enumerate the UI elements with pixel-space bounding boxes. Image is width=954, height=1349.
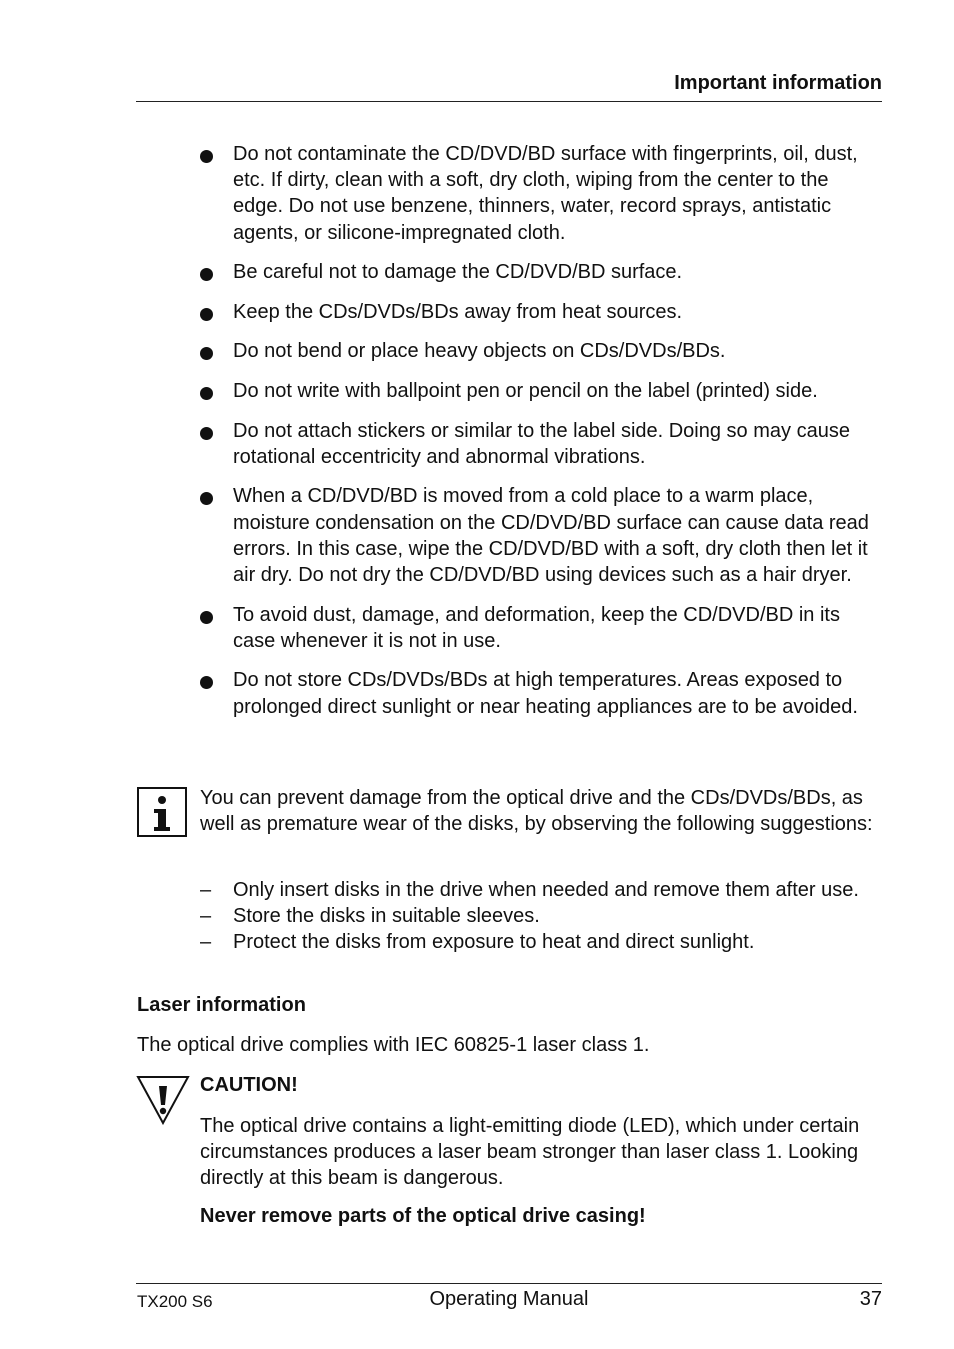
list-item — [200, 299, 882, 325]
list-item-text: Do not write with ballpoint pen or pencil on the label (printed) side. — [233, 379, 818, 402]
bullet-icon — [200, 427, 213, 440]
footer-model: TX200 S6 — [137, 1292, 213, 1311]
dash-marker: – — [200, 931, 212, 954]
caution-paragraph: The optical drive contains a light-emitting diode (LED), which under certain circumstances produces a laser beam stronger than laser class 1. Looking directly at this beam is dangerous. — [200, 1115, 860, 1190]
section-heading: Laser information — [137, 994, 306, 1016]
list-item — [200, 877, 882, 903]
list-item-text: Keep the CDs/DVDs/BDs away from heat sources. — [233, 300, 683, 323]
list-item — [200, 259, 882, 285]
warning-icon — [136, 1075, 190, 1125]
bullet-icon — [200, 308, 213, 321]
page-number: 37 — [859, 1288, 882, 1310]
info-icon — [137, 787, 187, 837]
list-item-text: Store the disks in suitable sleeves. — [233, 905, 540, 928]
list-item-text: Do not bend or place heavy objects on CDs/DVDs/BDs. — [233, 340, 726, 363]
list-item-text: Do not store CDs/DVDs/BDs at high temperatures. Areas exposed to prolonged direct sunlight or near heating appliances are to be avoided. — [233, 669, 858, 718]
bullet-list — [200, 141, 882, 733]
footer-doc-title: Operating Manual — [429, 1288, 589, 1310]
dash-marker: – — [200, 905, 212, 928]
caution-emphasis: Never remove parts of the optical drive casing! — [200, 1205, 646, 1227]
list-item-text: Do not contaminate the CD/DVD/BD surface with fingerprints, oil, dust, etc. If dirty, clean with a soft, dry cloth, wiping from the center to the edge. Do not use benzene, thinners, water, record sprays, antistatic agents, or silicone-impregnated cloth. — [233, 143, 858, 244]
bullet-icon — [200, 676, 213, 689]
bullet-icon — [200, 492, 213, 505]
list-item-text: When a CD/DVD/BD is moved from a cold place to a warm place, moisture condensation on the CD/DVD/BD surface can cause data read errors. In this case, wipe the CD/DVD/BD with a soft, dry cloth then let it air dry. Do not dry the CD/DVD/BD using devices such as a hair dryer. — [233, 485, 869, 586]
list-item — [200, 903, 882, 929]
list-item — [200, 418, 882, 470]
header-divider — [136, 101, 882, 102]
footer-divider — [136, 1283, 882, 1284]
bullet-icon — [200, 268, 213, 281]
list-item — [200, 378, 882, 404]
bullet-icon — [200, 347, 213, 360]
list-item-text: Be careful not to damage the CD/DVD/BD surface. — [233, 261, 683, 284]
list-item-text: Only insert disks in the drive when needed and remove them after use. — [233, 879, 859, 901]
list-item — [200, 929, 882, 955]
list-item — [200, 338, 882, 364]
suggestion-list — [200, 877, 882, 956]
caution-title: CAUTION! — [200, 1074, 298, 1096]
header-title: Important information — [674, 72, 882, 94]
info-paragraph: You can prevent damage from the optical drive and the CDs/DVDs/BDs, as well as premature wear of the disks, by observing the following suggestions: — [200, 787, 873, 836]
list-item-text: Protect the disks from exposure to heat and direct sunlight. — [233, 931, 755, 954]
bullet-icon — [200, 150, 213, 163]
list-item-text: Do not attach stickers or similar to the label side. Doing so may cause rotational eccentricity and abnormal vibrations. — [233, 419, 850, 468]
bullet-icon — [200, 387, 213, 400]
list-item — [200, 483, 882, 588]
laser-paragraph: The optical drive complies with IEC 60825-1 laser class 1. — [137, 1034, 650, 1056]
list-item — [200, 667, 882, 719]
list-item — [200, 141, 882, 246]
bullet-icon — [200, 611, 213, 624]
list-item — [200, 602, 882, 654]
dash-marker: – — [200, 879, 212, 901]
list-item-text: To avoid dust, damage, and deformation, keep the CD/DVD/BD in its case whenever it is not in use. — [233, 603, 840, 652]
